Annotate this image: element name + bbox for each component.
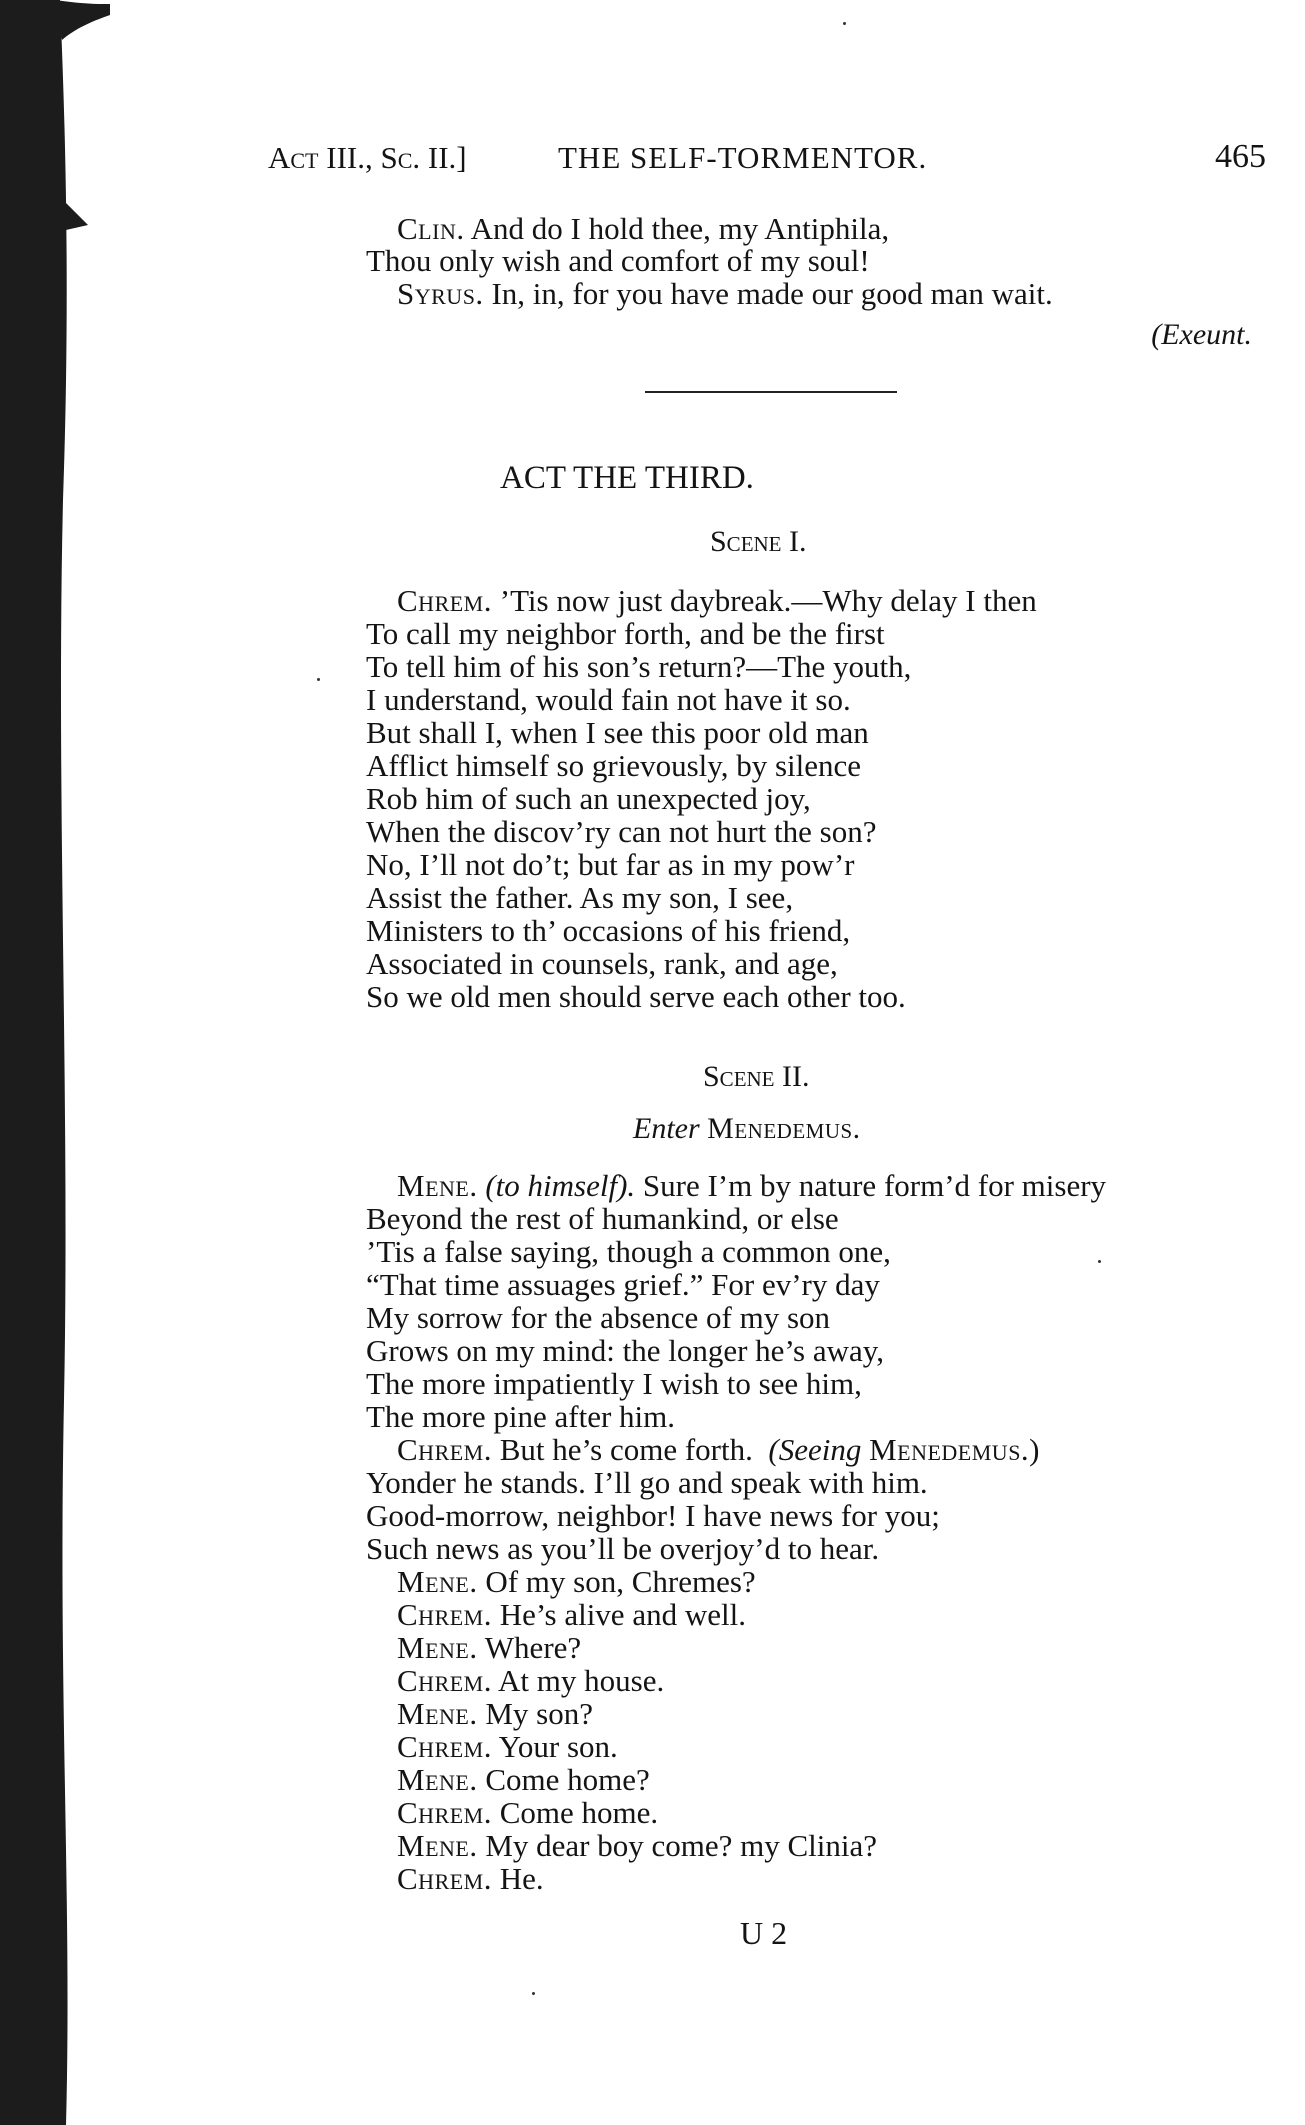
dialogue-line [397,1731,618,1763]
signature-mark: U 2 [740,1915,788,1951]
line-text: And do I hold thee, my Antiphila, [470,211,890,246]
scene1-line-2: To call my neighbor forth, and be the first [366,616,885,651]
line-text: Come home. [499,1795,659,1830]
dialogue-line [397,1698,593,1730]
dialogue-line [397,1764,650,1796]
line-text: Sure I’m by nature form’d for misery [642,1168,1107,1203]
speaker: Clin. [397,211,465,246]
line-text: Of my son, Chremes? [485,1564,756,1599]
mene-line-1: Beyond the rest of humankind, or else [366,1201,839,1236]
prev-line-3 [397,278,1053,310]
speaker: Mene. [397,1696,478,1731]
scene-2-heading: Scene II. [703,1060,810,1093]
dialogue-line [397,1632,581,1664]
line-text: Where? [484,1630,582,1665]
enter-direction [633,1113,861,1145]
speck [1098,1260,1101,1263]
scene1-line-3: To tell him of his son’s return?—The youth, [366,649,912,684]
prev-line-2 [366,245,870,277]
prev-line-1 [397,213,889,245]
stage-direction-exeunt: (Exeunt. [1151,318,1252,351]
section-rule [645,391,897,393]
speaker: Mene. [397,1762,478,1797]
mene-line-6: The more impatiently I wish to see him, [366,1366,862,1401]
speck [317,678,320,681]
scene1-line-6: Afflict himself so grievously, by silence [366,748,862,783]
mene-line-5: Grows on my mind: the longer he’s away, [366,1333,885,1368]
chrem-line-1: Yonder he stands. I’ll go and speak with him. [366,1465,928,1500]
chrem-line-3: Such news as you’ll be overjoy’d to hear. [366,1531,880,1566]
running-head-act [268,140,467,176]
stage-direction: (Seeing [768,1432,862,1467]
mene-line-4: My sorrow for the absence of my son [366,1300,831,1335]
page-number [1215,138,1266,176]
speaker: Syrus. [397,276,484,311]
scene1-line-13: So we old men should serve each other too. [366,979,906,1014]
dialogue-line [397,1566,756,1598]
mene-line-7: The more pine after him. [366,1399,676,1434]
line-text: He’s alive and well. [499,1597,746,1632]
scene1-line-1 [397,585,1037,617]
speaker: Chrem. [397,583,492,618]
scene1-line-8: When the discov’ry can not hurt the son? [366,814,877,849]
running-head-title [558,140,927,176]
speaker: Chrem. [397,1795,492,1830]
stage-direction: (to himself). [485,1168,636,1203]
dialogue-line [397,1863,544,1895]
line-text: But he’s come forth. [499,1432,753,1467]
dialogue-line [397,1830,877,1862]
speaker: Chrem. [397,1861,492,1896]
mene-line-2: ’Tis a false saying, though a common one, [366,1234,891,1269]
speaker: Chrem. [397,1597,492,1632]
scene1-line-5: But shall I, when I see this poor old man [366,715,869,750]
line-text: At my house. [498,1663,665,1698]
scene1-line-9: No, I’ll not do’t; but far as in my pow’r [366,847,855,882]
speaker: Mene. [397,1828,478,1863]
line-text: Your son. [498,1729,618,1764]
speaker: Mene. [397,1564,478,1599]
line-text: Come home? [485,1762,650,1797]
scene1-line-12: Associated in counsels, rank, and age, [366,946,838,981]
stage-direction-name: Menedemus.) [869,1432,1041,1467]
enter-name: Menedemus. [707,1112,861,1145]
speck [532,1992,535,1995]
act-title: ACT THE THIRD. [500,460,754,496]
line-text: He. [499,1861,544,1896]
book-title: THE SELF-TORMENTOR. [558,140,928,175]
chrem-intro-line [397,1434,1040,1466]
dialogue-line [397,1599,746,1631]
page-number-value: 465 [1215,138,1266,175]
line-text: My dear boy come? my Clinia? [485,1828,878,1863]
speaker: Chrem. [397,1432,492,1467]
chrem-line-2: Good-morrow, neighbor! I have news for you; [366,1498,940,1533]
scene-1-heading: Scene I. [710,525,807,558]
line-text: ’Tis now just daybreak.—Why delay I then [499,583,1037,618]
speck [843,22,846,25]
line-text: My son? [485,1696,593,1731]
speaker: Chrem. [397,1663,492,1698]
line-text: Thou only wish and comfort of my soul! [366,243,870,278]
dialogue-line [397,1665,664,1697]
act-label: Act III., Sc. II.] [268,140,467,175]
scene1-line-10: Assist the father. As my son, I see, [366,880,794,915]
line-text: In, in, for you have made our good man wait. [491,276,1053,311]
speaker: Mene. [397,1168,478,1203]
scene1-line-7: Rob him of such an unexpected joy, [366,781,811,816]
scene1-line-4: I understand, would fain not have it so. [366,682,851,717]
speaker: Mene. [397,1630,478,1665]
scene1-line-11: Ministers to th’ occasions of his friend, [366,913,851,948]
mene-line-3: “That time assuages grief.” For ev’ry day [366,1267,880,1302]
dialogue-line [397,1797,658,1829]
mene-intro-line [397,1170,1106,1202]
enter-word: Enter [633,1112,700,1145]
speaker: Chrem. [397,1729,492,1764]
